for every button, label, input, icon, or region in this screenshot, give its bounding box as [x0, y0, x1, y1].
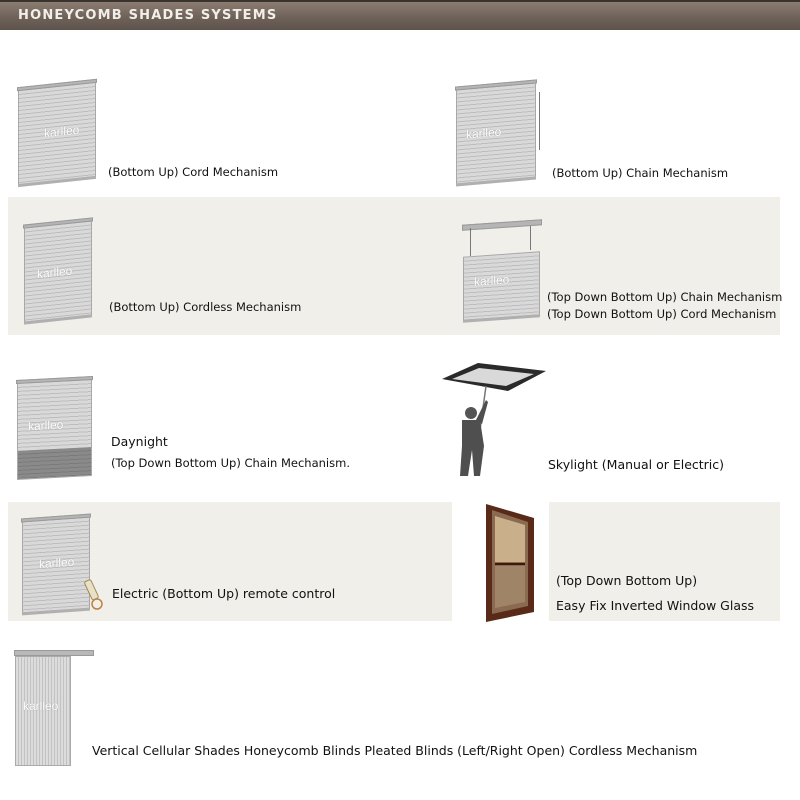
electric-shade-image — [22, 517, 90, 614]
product-label: Skylight (Manual or Electric) — [548, 457, 725, 472]
product-label: (Bottom Up) Cord Mechanism — [108, 165, 279, 179]
product-label-line2: (Top Down Bottom Up) Chain Mechanism. — [111, 456, 350, 470]
header-bar — [0, 0, 800, 30]
brand-watermark: karlleo — [39, 554, 75, 572]
product-label: Electric (Bottom Up) remote control — [112, 586, 336, 601]
bottom-rail — [456, 177, 536, 187]
chain-cord — [539, 92, 540, 150]
product-label: (Bottom Up) Chain Mechanism — [552, 166, 729, 180]
brand-watermark: karlleo — [28, 417, 64, 434]
product-label-line1: Daynight — [111, 434, 168, 449]
product-label-line2: Easy Fix Inverted Window Glass — [556, 598, 755, 613]
headrail — [455, 79, 537, 90]
brand-watermark: karlleo — [37, 263, 73, 282]
brand-watermark: karlleo — [23, 699, 59, 713]
product-label-line1: (Top Down Bottom Up) — [556, 573, 698, 588]
cord-shade-image — [18, 82, 96, 185]
brand-watermark: karlleo — [44, 122, 80, 141]
inverted-window-image — [478, 504, 538, 622]
product-label: (Bottom Up) Cordless Mechanism — [109, 300, 302, 314]
page-title: HONEYCOMB SHADES SYSTEMS — [18, 8, 278, 23]
tdbu-shade-image — [463, 251, 540, 320]
remote-control-icon — [83, 578, 105, 612]
bottom-rail — [18, 176, 96, 187]
chain-shade-image — [456, 83, 536, 185]
brand-watermark: karlleo — [466, 124, 502, 142]
blackout-panel — [18, 447, 91, 479]
tdbu-cord-right — [530, 226, 531, 250]
cordless-shade-image — [24, 220, 92, 322]
skylight-image — [438, 358, 550, 482]
vertical-shade-image — [15, 656, 71, 766]
brand-watermark: karlleo — [474, 272, 510, 289]
headrail — [17, 79, 97, 91]
tdbu-cord-left — [470, 228, 471, 256]
product-label-line2: (Top Down Bottom Up) Cord Mechanism — [547, 307, 777, 321]
headrail — [16, 376, 93, 384]
product-label-line1: (Top Down Bottom Up) Chain Mechanism — [547, 290, 783, 304]
product-label: Vertical Cellular Shades Honeycomb Blinds Pleated Blinds (Left/Right Open) Cordless Mechanism — [92, 743, 698, 758]
daynight-shade-image — [17, 379, 92, 480]
